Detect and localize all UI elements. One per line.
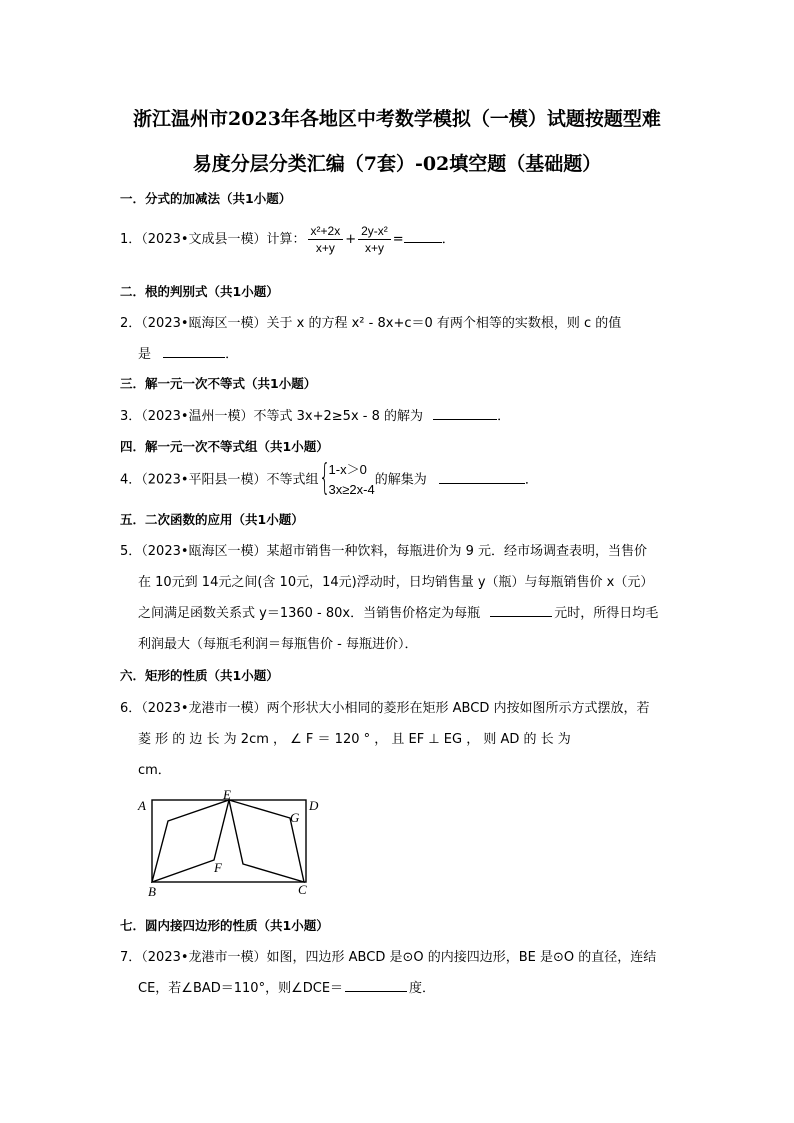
- section-heading-6: 六．矩形的性质（共1小题）: [120, 668, 279, 683]
- label-b: B: [148, 884, 156, 899]
- question-4-end: ．: [524, 472, 538, 488]
- question-3-end: ．: [497, 409, 511, 424]
- question-2-line-2-start: 是: [138, 347, 152, 362]
- fraction-1: [308, 224, 344, 255]
- question-6-line-3: cm．: [138, 763, 171, 778]
- section-heading-1: 一．分式的加减法（共1小题）: [120, 191, 292, 206]
- answer-blank-7[interactable]: [345, 979, 407, 992]
- question-2-line-1: 2．（2023•瓯海区一模）关于 x 的方程 x² - 8x+c＝0 有两个相等的实数根，则 c 的值: [120, 316, 622, 331]
- question-4-prefix: 4．（2023•平阳县一模）不等式组: [120, 472, 319, 488]
- question-5-line-2: 在 10元到 14元之间(含 10元，14元)浮动时，日均销售量 y（瓶）与每瓶销售价 x（元）: [138, 575, 654, 590]
- fraction-1-denominator: x+y: [315, 241, 335, 255]
- question-1: [120, 224, 455, 255]
- question-7-line-2-start: CE，若∠BAD＝110°，则∠DCE＝: [138, 981, 344, 996]
- question-1-end: ．: [441, 232, 455, 247]
- question-5-line-3: [138, 602, 658, 621]
- question-4: [120, 457, 538, 500]
- fraction-2: [358, 224, 391, 255]
- section-heading-7: 七．圆内接四边形的性质（共1小题）: [120, 918, 329, 933]
- plus-sign: +: [345, 232, 357, 247]
- question-1-prefix: 1．（2023•文成县一模）计算：: [120, 232, 306, 247]
- question-7-line-2-end: 度．: [409, 981, 436, 996]
- label-f: F: [214, 860, 222, 875]
- label-g: G: [290, 810, 300, 825]
- section-heading-3: 三．解一元一次不等式（共1小题）: [120, 376, 317, 391]
- section-heading-5: 五．二次函数的应用（共1小题）: [120, 512, 304, 527]
- rectangle-abcd: [152, 800, 306, 882]
- document-title-line-2: 易度分层分类汇编（7套）-02填空题（基础题）: [192, 153, 602, 175]
- section-heading-4: 四．解一元一次不等式组（共1小题）: [120, 439, 329, 454]
- label-a: A: [138, 798, 146, 813]
- document-title-line-1: 浙江温州市2023年各地区中考数学模拟（一模）试题按题型难: [133, 108, 661, 130]
- label-d: D: [309, 798, 319, 813]
- question-6-line-2: 菱 形 的 边 长 为 2cm ， ∠ F ＝ 120 ° ， 且 EF ⊥ EG ， 则 AD 的 长 为: [138, 732, 571, 747]
- label-e: E: [223, 788, 231, 802]
- equals-sign: =: [392, 232, 404, 247]
- fraction-2-numerator: 2y-x²: [358, 224, 391, 240]
- question-3: [120, 405, 510, 424]
- label-c: C: [298, 882, 307, 897]
- answer-blank-3[interactable]: [433, 407, 497, 420]
- answer-blank-1[interactable]: [404, 230, 442, 243]
- inequality-system: [318, 457, 375, 500]
- question-4-suffix: 的解集为: [374, 472, 427, 488]
- question-6-line-1: 6．（2023•龙港市一模）两个形状大小相同的菱形在矩形 ABCD 内按如图所示方式摆放，若: [120, 701, 650, 716]
- answer-blank-4[interactable]: [439, 471, 525, 484]
- inequality-row-2: 3x≥2x-4: [328, 482, 375, 497]
- question-5-line-1: 5．（2023•瓯海区一模）某超市销售一种饮料，每瓶进价为 9 元．经市场调查表明，当售价: [120, 544, 648, 559]
- section-heading-2: 二．根的判别式（共1小题）: [120, 284, 279, 299]
- question-7-line-1: 7．（2023•龙港市一模）如图，四边形 ABCD 是⊙O 的内接四边形，BE 是⊙O 的直径，连结: [120, 950, 657, 965]
- answer-blank-2[interactable]: [163, 345, 225, 358]
- question-5-line-4: 利润最大（每瓶毛利润＝每瓶售价 - 每瓶进价）．: [138, 637, 418, 652]
- answer-blank-5[interactable]: [490, 604, 552, 617]
- question-5-line-3-end: 元时，所得日均毛: [554, 606, 659, 621]
- rectangle-rhombus-figure: [130, 788, 330, 900]
- question-7-line-2: [138, 977, 435, 996]
- fraction-1-numerator: x²+2x: [308, 224, 344, 240]
- left-brace-icon: {: [318, 457, 330, 498]
- question-3-text: 3．（2023•温州一模）不等式 3x+2≥5x - 8 的解为: [120, 409, 423, 424]
- fraction-2-denominator: x+y: [364, 241, 384, 255]
- question-2-end: ．: [225, 347, 239, 362]
- question-5-line-3-start: 之间满足函数关系式 y＝1360 - 80x．当销售价格定为每瓶: [138, 606, 481, 621]
- inequality-row-1: 1-x＞0: [328, 462, 367, 477]
- question-2-line-2: [138, 343, 238, 362]
